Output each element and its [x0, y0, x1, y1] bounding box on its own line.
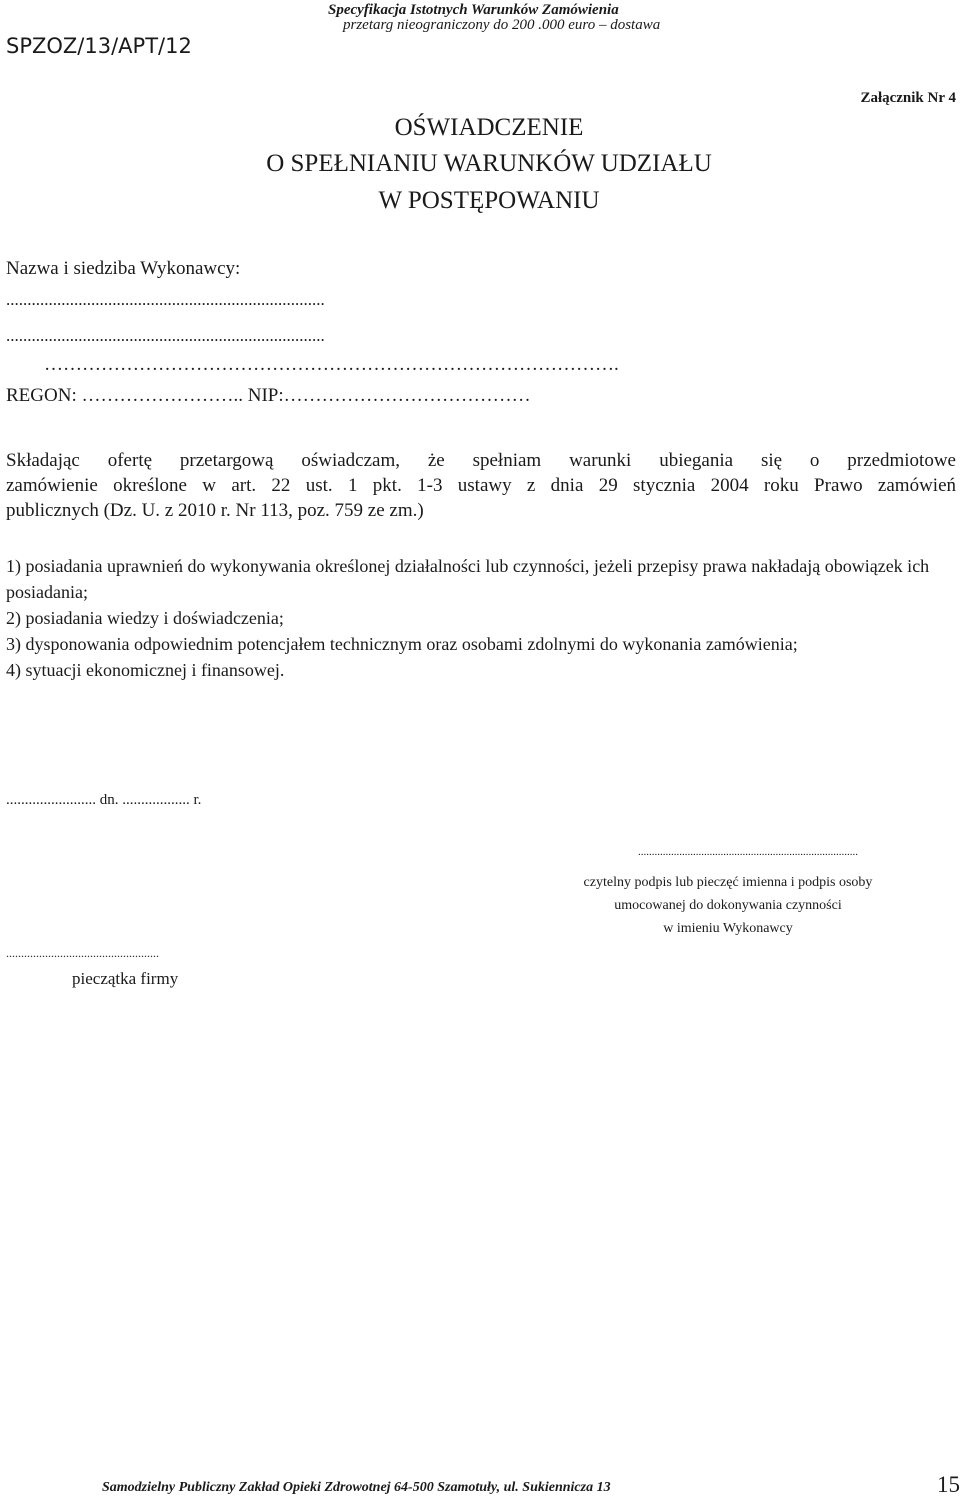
declaration-line-1: Składając ofertę przetargową oświadczam, że spełniam warunki ubiegania się o przedmiotowe [6, 450, 956, 471]
stamp-label: pieczątka firmy [72, 969, 179, 988]
conditions-list [6, 553, 956, 683]
contractor-name-field: ........................................................................... [6, 290, 325, 309]
declaration-line-2: zamówienie określone w art. 22 ust. 1 pkt. 1-3 ustawy z dnia 29 stycznia 2004 roku Prawo zamówień [6, 475, 956, 496]
signature-dots: ................................................................................ [638, 846, 858, 858]
title-line-1: OŚWIADCZENIE [394, 114, 584, 141]
document-reference: SPZOZ/13/APT/12 [6, 34, 192, 58]
condition-item: 2) posiadania wiedzy i doświadczenia; [6, 608, 284, 628]
condition-item: 3) dysponowania odpowiednim potencjałem technicznym oraz osobami zdolnymi do wykonania zamówienia; [6, 634, 798, 654]
header-subtitle: przetarg nieograniczony do 200 .000 euro – dostawa [343, 17, 661, 33]
header-title: Specyfikacja Istotnych Warunków Zamówienia [328, 2, 619, 18]
page-number: 15 [937, 1472, 960, 1497]
signature-caption [538, 871, 918, 940]
signature-caption-line-2: umocowanej do dokonywania czynności [614, 898, 842, 913]
regon-nip-line: REGON: …………………….. NIP:………………………………… [6, 385, 531, 406]
declaration-line-3: publicznych (Dz. U. z 2010 r. Nr 113, poz. 759 ze zm.) [6, 500, 424, 521]
stamp-dots: ................................................... [6, 946, 159, 960]
title-line-3: W POSTĘPOWANIU [378, 187, 600, 214]
footer-address: Samodzielny Publiczny Zakład Opieki Zdrowotnej 64-500 Szamotuły, ul. Sukiennicza 13 [102, 1480, 611, 1495]
contractor-extra-field: ………………………………………………………………………………. [44, 354, 619, 375]
signature-caption-line-1: czytelny podpis lub pieczęć imienna i podpis osoby [583, 875, 873, 890]
annex-label: Załącznik Nr 4 [860, 90, 956, 106]
declaration-paragraph [6, 448, 956, 523]
signature-caption-line-3: w imieniu Wykonawcy [663, 921, 793, 936]
condition-item: 4) sytuacji ekonomicznej i finansowej. [6, 660, 285, 680]
title-line-2: O SPEŁNIANIU WARUNKÓW UDZIAŁU [266, 150, 712, 177]
date-line: ........................ dn. .................. r. [6, 792, 202, 808]
condition-item: 1) posiadania uprawnień do wykonywania określonej działalności lub czynności, jeżeli przepisy prawa nakładają obowiązek ich posiadania; [6, 556, 930, 602]
contractor-address-field: ........................................................................... [6, 326, 325, 345]
contractor-label: Nazwa i siedziba Wykonawcy: [6, 258, 241, 279]
